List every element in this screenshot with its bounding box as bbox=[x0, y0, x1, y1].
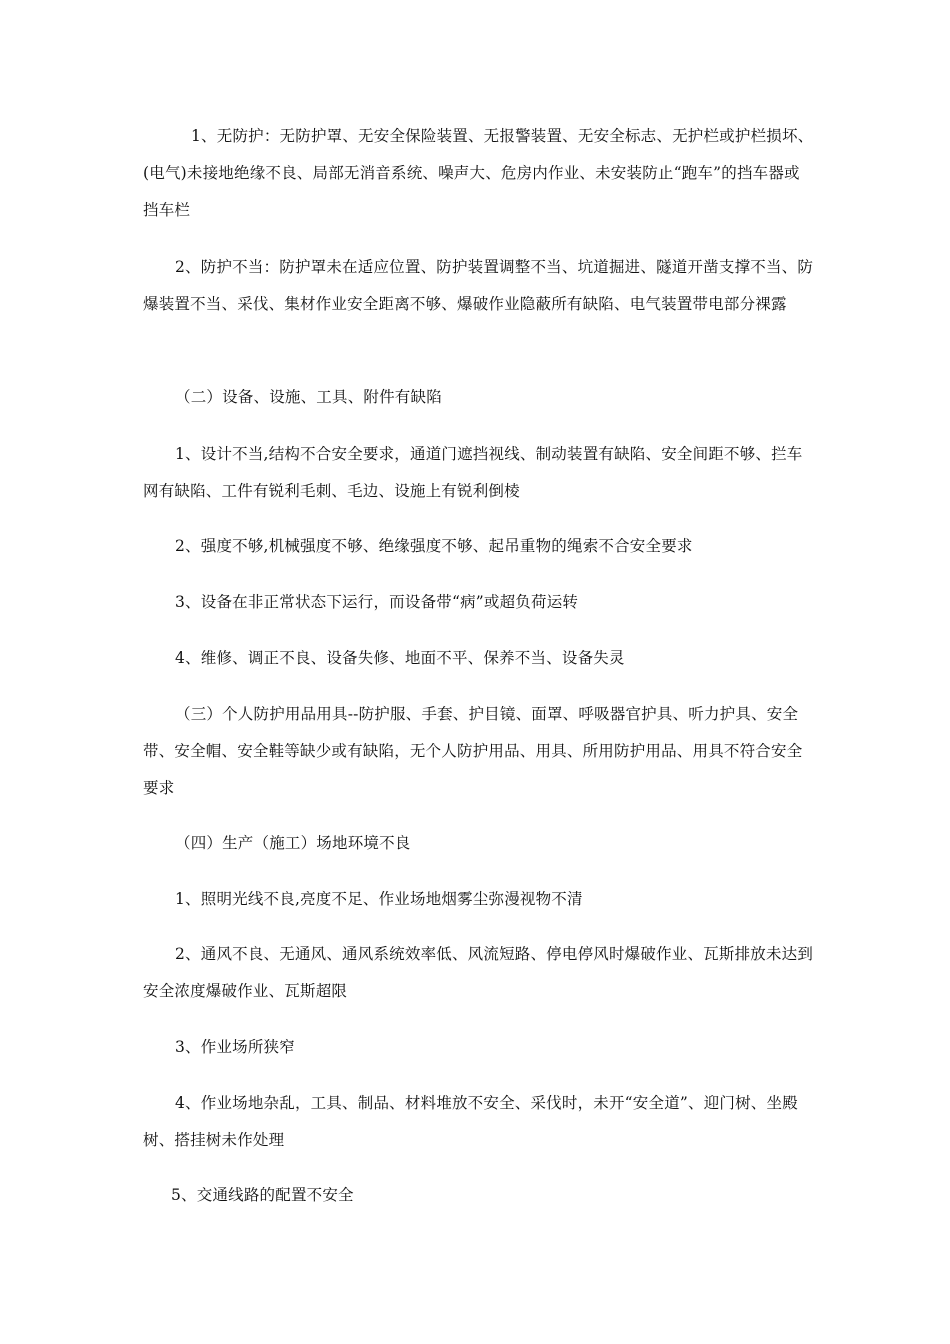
paragraph-improper-protection: 2、防护不当：防护罩未在适应位置、防护装置调整不当、坑道掘进、隧道开凿支撑不当、防爆装置不当、采伐、集材作业安全距离不够、爆破作业隐蔽所有缺陷、电气装置带电部分裸露 bbox=[143, 258, 814, 313]
paragraph-cluttered-site: 4、作业场地杂乱，工具、制品、材料堆放不安全、采伐时，未开“安全道”、迎门树、坐殿树、搭挂树未作处理 bbox=[143, 1094, 798, 1149]
paragraph-improper-design: 1、设计不当,结构不合安全要求，通道门遮挡视线、制动装置有缺陷、安全间距不够、拦车网有缺陷、工件有锐利毛刺、毛边、设施上有锐利倒棱 bbox=[143, 445, 803, 500]
paragraph-no-protection: 1、无防护：无防护罩、无安全保险装置、无报警装置、无安全标志、无护栏或护栏损坏、(电气)未接地绝缘不良、局部无消音系统、噪声大、危房内作业、未安装防止“跑车”的挡车器或挡车栏 bbox=[143, 127, 814, 219]
paragraph-unsafe-traffic-routes: 5、交通线路的配置不安全 bbox=[171, 1186, 354, 1204]
section-heading-personal-protective-equipment: （三）个人防护用品用具--防护服、手套、护目镜、面罩、呼吸器官护具、听力护具、安全带、安全帽、安全鞋等缺少或有缺陷，无个人防护用品、用具、所用防护用品、用具不符合安全要求 bbox=[143, 705, 803, 797]
paragraph-poor-ventilation: 2、通风不良、无通风、通风系统效率低、风流短路、停电停风时爆破作业、瓦斯排放未达到安全浓度爆破作业、瓦斯超限 bbox=[143, 945, 814, 1000]
paragraph-poor-lighting: 1、照明光线不良,亮度不足、作业场地烟雾尘弥漫视物不清 bbox=[175, 890, 583, 908]
paragraph-insufficient-strength: 2、强度不够,机械强度不够、绝缘强度不够、起吊重物的绳索不合安全要求 bbox=[175, 537, 693, 555]
paragraph-narrow-workplace: 3、作业场所狭窄 bbox=[175, 1038, 295, 1056]
section-heading-equipment-defects: （二）设备、设施、工具、附件有缺陷 bbox=[175, 388, 442, 406]
paragraph-abnormal-operation: 3、设备在非正常状态下运行，而设备带“病”或超负荷运转 bbox=[175, 593, 579, 611]
section-heading-site-environment: （四）生产（施工）场地环境不良 bbox=[175, 834, 411, 852]
paragraph-poor-maintenance: 4、维修、调正不良、设备失修、地面不平、保养不当、设备失灵 bbox=[175, 649, 625, 667]
